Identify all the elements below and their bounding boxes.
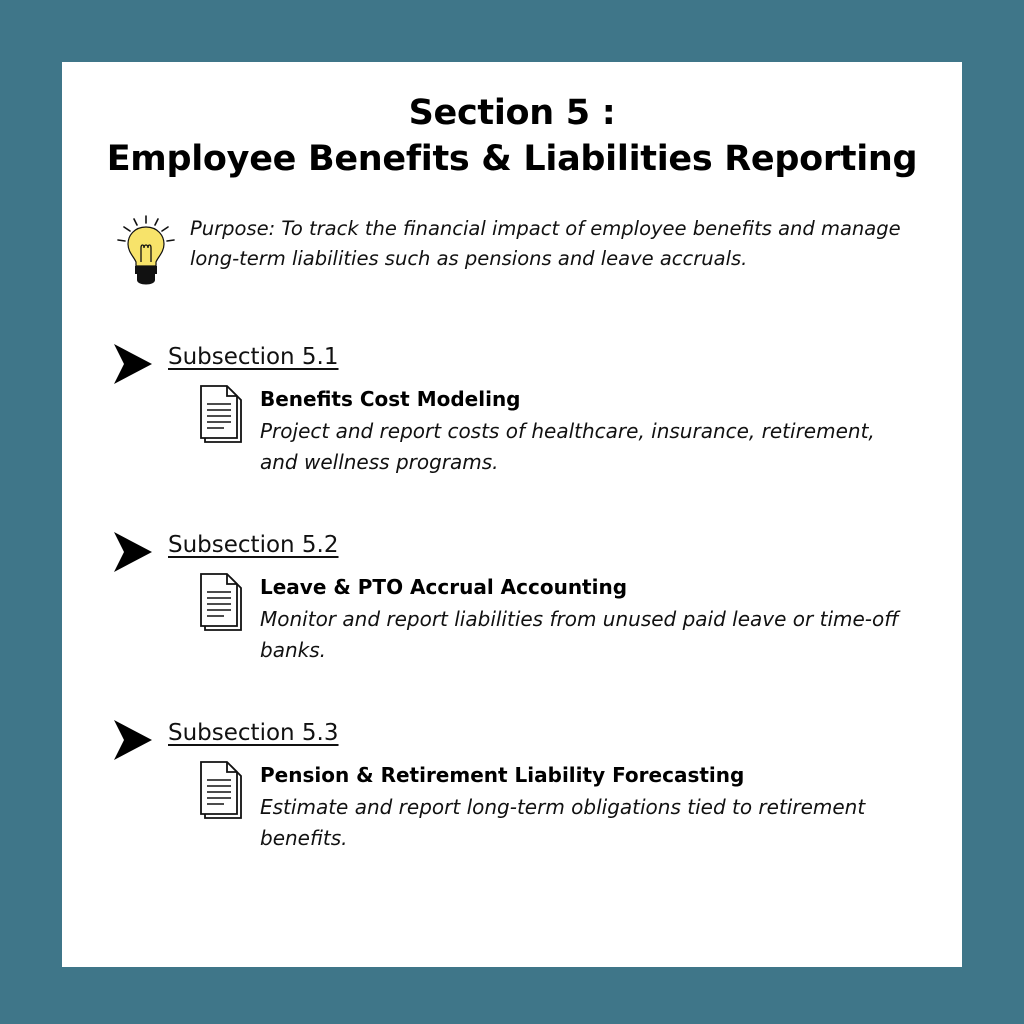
subsection-title: Subsection 5.3	[168, 720, 339, 746]
arrow-bullet-icon	[112, 530, 154, 574]
title-line-section: Section 5 :	[408, 93, 616, 133]
document-icon	[198, 572, 244, 632]
arrow-bullet-icon	[112, 718, 154, 762]
lightbulb-icon	[114, 212, 178, 292]
page-title	[62, 90, 962, 182]
item-title: Pension & Retirement Liability Forecasting	[260, 763, 745, 787]
content-card	[62, 62, 962, 967]
purpose-text: Purpose: To track the financial impact of employee benefits and manage long-term liabilities such as pensions and leave accruals.	[190, 217, 901, 270]
title-line-heading: Employee Benefits & Liabilities Reporting	[106, 139, 918, 179]
subsection-title: Subsection 5.2	[168, 532, 339, 558]
item-description: Estimate and report long-term obligations tied to retirement benefits.	[260, 795, 866, 850]
item-title: Leave & PTO Accrual Accounting	[260, 575, 628, 599]
item-description: Monitor and report liabilities from unused paid leave or time-off banks.	[260, 607, 899, 662]
arrow-bullet-icon	[112, 342, 154, 386]
item-description: Project and report costs of healthcare, insurance, retirement, and wellness programs.	[260, 419, 875, 474]
item-title: Benefits Cost Modeling	[260, 387, 521, 411]
document-icon	[198, 760, 244, 820]
subsection-title: Subsection 5.1	[168, 344, 339, 370]
document-icon	[198, 384, 244, 444]
